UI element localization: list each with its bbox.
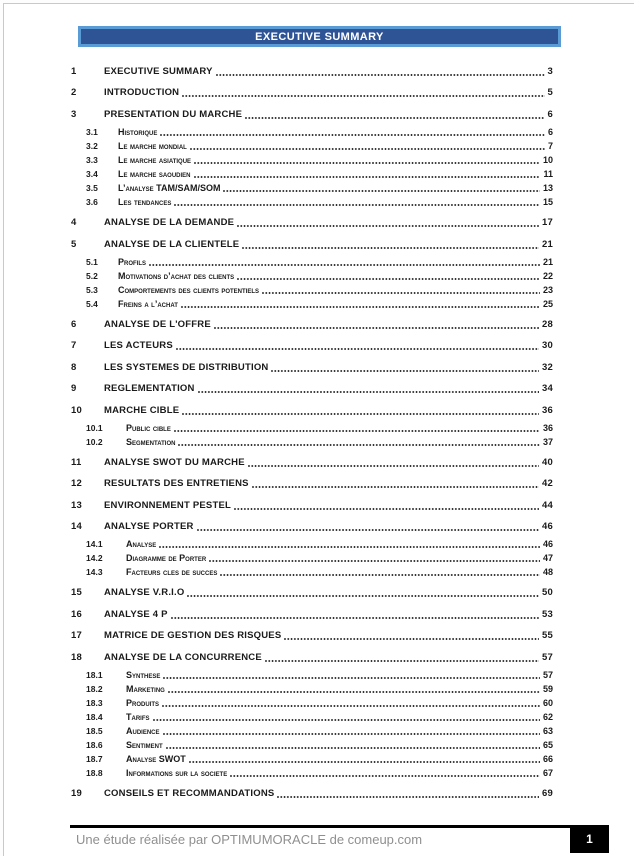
toc-entry-title: ANALYSE PORTER: [104, 521, 194, 533]
toc-entry-number: 18.1: [86, 669, 103, 680]
toc-entry-title: Profils: [118, 256, 147, 267]
dot-leader: [198, 391, 539, 393]
toc-entry-page: 47: [542, 553, 553, 564]
toc-entry-number: 3.1: [86, 126, 98, 137]
dot-leader: [216, 74, 545, 76]
toc-entry-page: 13: [542, 182, 553, 193]
toc-entry-number: 10.2: [86, 436, 103, 447]
dot-leader: [171, 617, 539, 619]
toc-entry[interactable]: [71, 404, 553, 418]
dot-leader: [153, 719, 540, 721]
toc-entry-number: 19: [71, 788, 82, 800]
toc-entry-number: 6: [71, 318, 77, 330]
toc-entry-number: 10: [71, 404, 82, 416]
footer-credit: Une étude réalisée par OPTIMUMORACLE de comeup.com: [76, 832, 423, 847]
toc-entry-page: 69: [542, 788, 553, 800]
dot-leader: [242, 247, 539, 249]
toc-entry[interactable]: [71, 565, 553, 579]
dot-leader: [197, 529, 539, 531]
toc-entry-number: 3.2: [86, 140, 98, 151]
toc-entry-number: 5: [71, 238, 77, 250]
toc-entry-title: Analyse: [126, 539, 157, 550]
toc-entry[interactable]: [71, 108, 553, 122]
toc-entry-page: 6: [547, 108, 553, 120]
toc-entry[interactable]: [71, 629, 553, 643]
dot-leader: [181, 306, 540, 308]
toc-entry[interactable]: [71, 724, 553, 738]
dot-leader: [262, 292, 540, 294]
toc-entry[interactable]: [71, 537, 553, 551]
toc-entry-title: Segmentation: [126, 436, 176, 447]
toc-entry[interactable]: [71, 710, 553, 724]
dot-leader: [182, 95, 544, 97]
toc-entry[interactable]: [71, 195, 553, 209]
dot-leader: [252, 486, 539, 488]
dot-leader: [149, 264, 540, 266]
toc-entry-page: 23: [542, 284, 553, 295]
toc-entry[interactable]: [71, 238, 553, 252]
toc-entry-page: 21: [542, 238, 553, 250]
toc-entry-title: EXECUTIVE SUMMARY: [104, 66, 213, 77]
toc-entry-number: 10.1: [86, 422, 103, 433]
toc-entry[interactable]: [71, 682, 553, 696]
toc-entry[interactable]: [71, 361, 553, 375]
dot-leader: [162, 705, 540, 707]
toc-entry-number: 18.8: [86, 767, 103, 778]
dot-leader: [163, 677, 540, 679]
toc-entry-number: 5.3: [86, 284, 98, 295]
toc-entry-title: Facteurs cles de succes: [126, 567, 218, 578]
toc-entry[interactable]: [71, 318, 553, 332]
toc-entry-number: 18: [71, 651, 82, 663]
toc-entry-number: 5.2: [86, 270, 98, 281]
page-title: EXECUTIVE SUMMARY: [255, 30, 384, 43]
toc-entry-number: 18.2: [86, 683, 103, 694]
toc-entry-title: Sentiment: [126, 739, 163, 750]
toc-entry[interactable]: [71, 216, 553, 230]
dot-leader: [284, 638, 539, 640]
toc-entry-number: 18.4: [86, 711, 103, 722]
toc-entry-number: 2: [71, 87, 77, 99]
toc-entry-number: 13: [71, 499, 82, 511]
toc-entry-number: 3.4: [86, 168, 98, 179]
toc-entry-title: ANALYSE DE LA CONCURRENCE: [104, 651, 262, 663]
dot-leader: [265, 660, 539, 662]
dot-leader: [214, 327, 539, 329]
toc-entry[interactable]: [71, 668, 553, 682]
toc-entry-title: Public cible: [126, 422, 171, 433]
toc-entry-number: 3.3: [86, 154, 98, 165]
toc-entry[interactable]: [71, 139, 553, 153]
toc-entry-title: ANALYSE DE L'OFFRE: [104, 318, 211, 330]
toc-entry-number: 7: [71, 340, 77, 352]
toc-entry-title: Marketing: [126, 683, 165, 694]
dot-leader: [189, 761, 540, 763]
dot-leader: [174, 204, 540, 206]
toc-entry-number: 3.5: [86, 182, 98, 193]
toc-entry-title: L’analyse TAM/SAM/SOM: [118, 182, 221, 193]
dot-leader: [248, 465, 539, 467]
dot-leader: [168, 691, 540, 693]
toc-entry[interactable]: [71, 456, 553, 470]
document-heading-banner: [78, 26, 561, 47]
toc-entry-page: 15: [542, 196, 553, 207]
dot-leader: [277, 796, 539, 798]
toc-entry-title: INTRODUCTION: [104, 87, 180, 99]
dot-leader: [194, 162, 540, 164]
dot-leader: [166, 747, 540, 749]
toc-entry-number: 9: [71, 383, 77, 395]
toc-entry-page: 46: [542, 521, 553, 533]
toc-entry[interactable]: [71, 651, 553, 665]
dot-leader: [194, 176, 541, 178]
toc-entry-page: 57: [542, 669, 553, 680]
toc-entry[interactable]: [71, 787, 553, 801]
dot-leader: [237, 278, 540, 280]
toc-entry-page: 17: [542, 217, 553, 229]
toc-entry[interactable]: [71, 125, 553, 139]
toc-entry-page: 36: [542, 422, 553, 433]
dot-leader: [230, 775, 540, 777]
dot-leader: [209, 560, 540, 562]
dot-leader: [163, 733, 540, 735]
toc-entry-page: 32: [542, 361, 553, 373]
toc-entry-title: Synthese: [126, 669, 161, 680]
dot-leader: [220, 574, 540, 576]
dot-leader: [187, 595, 539, 597]
toc-entry-page: 21: [542, 256, 553, 267]
toc-entry-page: 22: [542, 270, 553, 281]
toc-entry-number: 12: [71, 478, 82, 490]
document-page: [3, 3, 634, 856]
dot-leader: [176, 348, 539, 350]
dot-leader: [159, 546, 540, 548]
toc-entry-title: REGLEMENTATION: [104, 383, 195, 395]
dot-leader: [271, 370, 539, 372]
toc-entry-page: 36: [542, 404, 553, 416]
toc-entry-number: 17: [71, 630, 82, 642]
toc-entry-title: Diagramme de Porter: [126, 553, 207, 564]
toc-entry-page: 5: [547, 87, 553, 99]
toc-entry[interactable]: [71, 153, 553, 167]
toc-entry-number: 14.1: [86, 539, 103, 550]
toc-entry-number: 14.2: [86, 553, 103, 564]
dot-leader: [174, 430, 540, 432]
toc-entry-title: Le marche mondial: [118, 140, 187, 151]
toc-entry-title: Motivations d’achat des clients: [118, 270, 235, 281]
toc-entry-page: 25: [542, 298, 553, 309]
toc-entry[interactable]: [71, 499, 553, 513]
toc-entry-page: 62: [542, 711, 553, 722]
toc-entry-page: 3: [547, 66, 553, 77]
toc-entry-number: 1: [71, 66, 77, 77]
toc-entry[interactable]: [71, 586, 553, 600]
toc-entry-title: Informations sur la societe: [126, 767, 228, 778]
toc-entry[interactable]: [71, 738, 553, 752]
toc-entry-page: 42: [542, 478, 553, 490]
dot-leader: [223, 190, 540, 192]
toc-entry-page: 66: [542, 753, 553, 764]
toc-entry-title: Le marche saoudien: [118, 168, 191, 179]
toc-entry-number: 14: [71, 521, 82, 533]
toc-entry-page: 60: [542, 697, 553, 708]
toc-entry-page: 10: [542, 154, 553, 165]
toc-entry[interactable]: [71, 421, 553, 435]
page-number-box: [570, 825, 609, 853]
toc-entry[interactable]: [71, 86, 553, 100]
footer-rule: [70, 825, 609, 828]
toc-entry-title: MATRICE DE GESTION DES RISQUES: [104, 630, 282, 642]
toc-entry[interactable]: [71, 65, 553, 79]
toc-entry-title: PRESENTATION DU MARCHE: [104, 108, 243, 120]
toc-entry[interactable]: [71, 696, 553, 710]
toc-entry-page: 28: [542, 318, 553, 330]
toc-entry[interactable]: [71, 255, 553, 269]
toc-entry[interactable]: [71, 752, 553, 766]
toc-entry-title: Tarifs: [126, 711, 150, 722]
toc-entry-page: 67: [542, 767, 553, 778]
toc-entry-page: 40: [542, 456, 553, 468]
page-number: 1: [586, 832, 593, 846]
toc-entry[interactable]: [71, 269, 553, 283]
toc-entry-title: ANALYSE 4 P: [104, 608, 168, 620]
toc-entry[interactable]: [71, 339, 553, 353]
toc-entry-title: ENVIRONNEMENT PESTEL: [104, 499, 231, 511]
toc-entry-number: 18.5: [86, 725, 103, 736]
toc-entry-number: 5.4: [86, 298, 98, 309]
toc-entry-page: 50: [542, 587, 553, 599]
toc-entry-title: LES ACTEURS: [104, 340, 173, 352]
dot-leader: [237, 225, 539, 227]
toc-entry[interactable]: [71, 283, 553, 297]
toc-entry-number: 15: [71, 587, 82, 599]
toc-entry-title: ANALYSE DE LA DEMANDE: [104, 217, 235, 229]
toc-entry-page: 57: [542, 651, 553, 663]
toc-entry-page: 30: [542, 340, 553, 352]
toc-entry-page: 37: [542, 436, 553, 447]
toc-entry-title: Produits: [126, 697, 160, 708]
toc-entry[interactable]: [71, 382, 553, 396]
toc-entry-page: 63: [542, 725, 553, 736]
toc-entry-page: 11: [543, 168, 553, 179]
toc-entry-title: Analyse SWOT: [126, 753, 186, 764]
toc-entry-page: 53: [542, 608, 553, 620]
toc-entry-title: ANALYSE V.R.I.O: [104, 587, 185, 599]
toc-entry[interactable]: [71, 297, 553, 311]
toc-entry[interactable]: [71, 181, 553, 195]
toc-entry-title: Historique: [118, 126, 158, 137]
toc-entry-page: 65: [542, 739, 553, 750]
toc-entry-title: Les tendances: [118, 196, 172, 207]
toc-entry-title: Freins a l’achat: [118, 298, 178, 309]
toc-entry-number: 3.6: [86, 196, 98, 207]
toc-entry-number: 8: [71, 361, 77, 373]
toc-entry-number: 11: [71, 456, 82, 468]
toc-entry-title: Audience: [126, 725, 160, 736]
toc-entry-title: LES SYSTEMES DE DISTRIBUTION: [104, 361, 269, 373]
toc-entry-title: Comportements des clients potentiels: [118, 284, 260, 295]
toc-entry-title: CONSEILS ET RECOMMANDATIONS: [104, 788, 275, 800]
toc-entry-page: 7: [547, 140, 553, 151]
table-of-contents: [71, 61, 553, 801]
toc-entry-title: ANALYSE DE LA CLIENTELE: [104, 238, 240, 250]
toc-entry[interactable]: [71, 551, 553, 565]
dot-leader: [245, 117, 544, 119]
toc-entry[interactable]: [71, 766, 553, 780]
toc-entry[interactable]: [71, 520, 553, 534]
dot-leader: [178, 444, 540, 446]
toc-entry[interactable]: [71, 167, 553, 181]
toc-entry-number: 14.3: [86, 567, 103, 578]
toc-entry-number: 18.3: [86, 697, 103, 708]
toc-entry-number: 5.1: [86, 256, 98, 267]
toc-entry-number: 4: [71, 217, 77, 229]
toc-entry-page: 59: [542, 683, 553, 694]
dot-leader: [190, 148, 545, 150]
toc-entry-number: 16: [71, 608, 82, 620]
dot-leader: [160, 134, 545, 136]
toc-entry-number: 18.7: [86, 753, 103, 764]
toc-entry-title: ANALYSE SWOT DU MARCHE: [104, 456, 245, 468]
toc-entry[interactable]: [71, 435, 553, 449]
dot-leader: [234, 508, 539, 510]
toc-entry-page: 55: [542, 630, 553, 642]
toc-entry-page: 46: [542, 539, 553, 550]
toc-entry-page: 34: [542, 383, 553, 395]
toc-entry[interactable]: [71, 608, 553, 622]
toc-entry-page: 48: [542, 567, 553, 578]
dot-leader: [182, 413, 539, 415]
toc-entry-page: 44: [542, 499, 553, 511]
toc-entry-page: 6: [547, 126, 553, 137]
toc-entry-title: MARCHE CIBLE: [104, 404, 180, 416]
toc-entry-number: 3: [71, 108, 77, 120]
toc-entry[interactable]: [71, 477, 553, 491]
toc-entry-title: RESULTATS DES ENTRETIENS: [104, 478, 249, 490]
toc-entry-title: Le marche asiatique: [118, 154, 192, 165]
toc-entry-number: 18.6: [86, 739, 103, 750]
